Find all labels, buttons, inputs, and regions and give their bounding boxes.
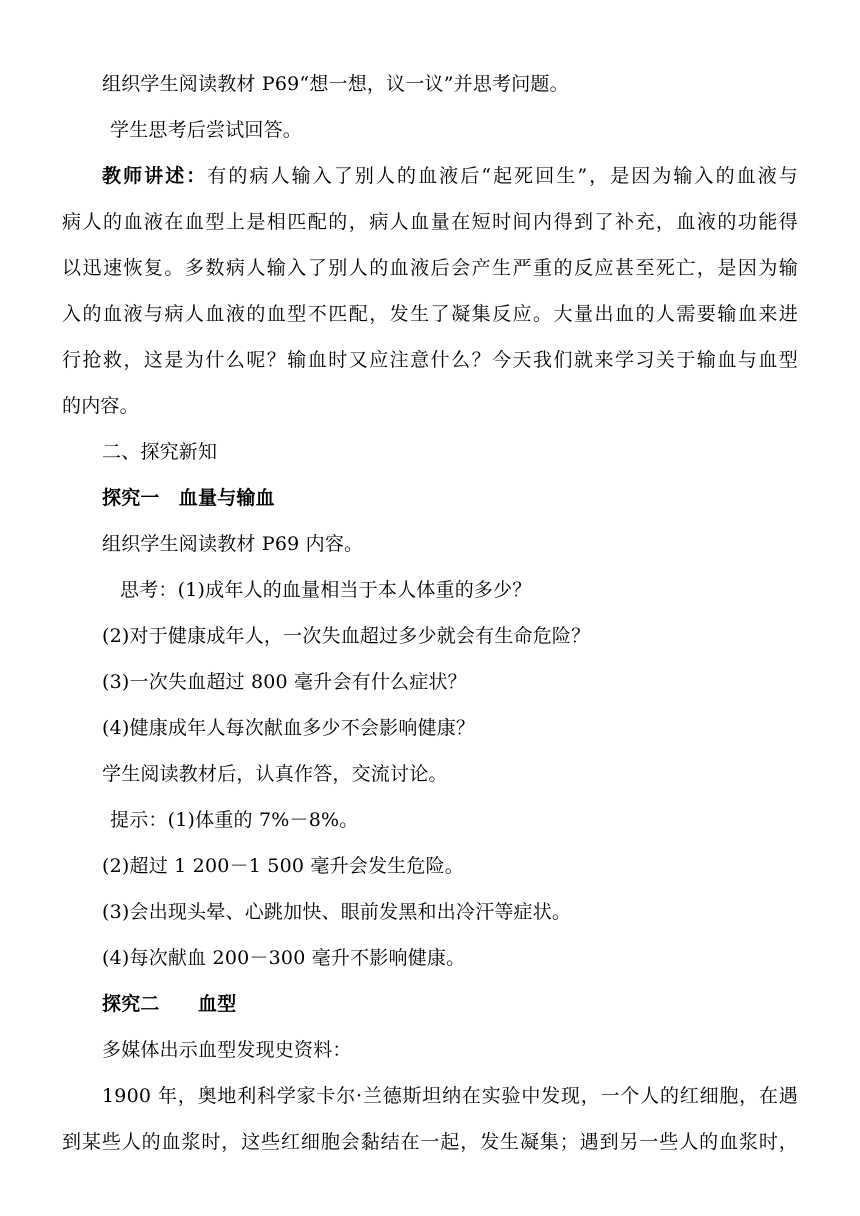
- paragraph-line: 组织学生阅读教材 P69“想一想，议一议”并思考问题。: [102, 73, 569, 95]
- paragraph-line: 1900 年，奥地利科学家卡尔·兰德斯坦纳在实验中发现，一个人的红细胞，在遇: [102, 1085, 798, 1107]
- paragraph-line: 到某些人的血浆时，这些红细胞会黏结在一起，发生凝集；遇到另一些人的血浆时，: [62, 1131, 798, 1153]
- paragraph-line: 学生阅读教材后，认真作答，交流讨论。: [102, 763, 448, 785]
- paragraph-line: 病人的血液在血型上是相匹配的，病人血量在短时间内得到了补充，血液的功能得: [62, 211, 798, 233]
- paragraph-line: 多媒体出示血型发现史资料：: [102, 1039, 352, 1061]
- paragraph-line: [110, 809, 358, 831]
- think-label: 思考：: [120, 579, 178, 601]
- paragraph-line: 以迅速恢复。多数病人输入了别人的血液后会产生严重的反应甚至死亡，是因为输: [62, 257, 798, 279]
- paragraph-line: 组织学生阅读教材 P69 内容。: [102, 533, 364, 555]
- answer-line: (3)会出现头晕、心跳加快、眼前发黑和出冷汗等症状。: [102, 901, 572, 923]
- paragraph-line: 的内容。: [62, 395, 139, 417]
- paragraph-line: 入的血液与病人血液的血型不匹配，发生了凝集反应。大量出血的人需要输血来进: [62, 303, 798, 325]
- section-heading: 二、探究新知: [102, 441, 218, 463]
- think-text: (1)成年人的血量相当于本人体重的多少？: [177, 579, 532, 601]
- paragraph-line: [120, 579, 532, 601]
- answer-line: (2)超过 1 200－1 500 毫升会发生危险。: [102, 855, 464, 877]
- question-line: (2)对于健康成年人，一次失血超过多少就会有生命危险？: [102, 625, 591, 647]
- answer-line: (4)每次献血 200－300 毫升不影响健康。: [102, 947, 466, 969]
- subsection-heading: 探究二 血型: [102, 993, 237, 1015]
- hint-label: 提示：: [110, 809, 168, 831]
- paragraph-line: 行抢救，这是为什么呢？输血时又应注意什么？今天我们就来学习关于输血与血型: [62, 349, 798, 371]
- question-line: (3)一次失血超过 800 毫升会有什么症状？: [102, 671, 467, 693]
- teacher-narration-text: 有的病人输入了别人的血液后“起死回生”，是因为输入的血液与: [207, 165, 798, 187]
- paragraph-line: [102, 165, 798, 187]
- question-line: (4)健康成年人每次献血多少不会影响健康？: [102, 717, 476, 739]
- subsection-heading: 探究一 血量与输血: [102, 487, 275, 509]
- hint-text: (1)体重的 7%－8%。: [167, 809, 359, 831]
- teacher-narration-label: 教师讲述：: [102, 165, 208, 187]
- paragraph-line: 学生思考后尝试回答。: [110, 119, 303, 141]
